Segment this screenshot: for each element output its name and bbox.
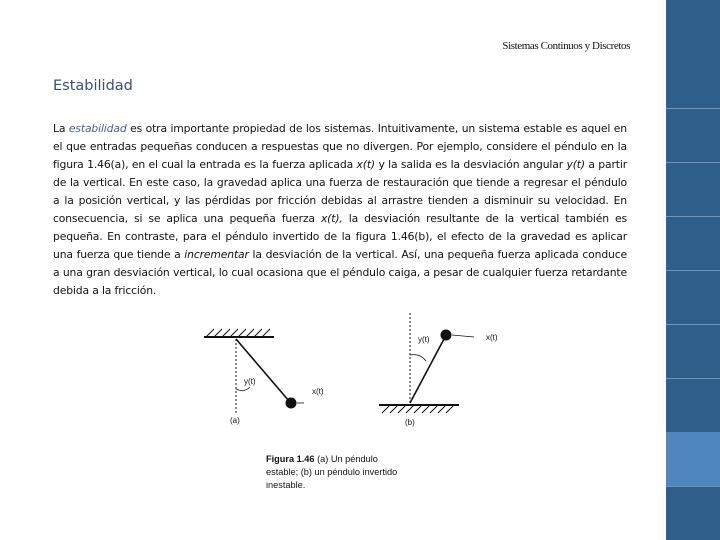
x-label-b: x(t) bbox=[486, 333, 498, 342]
decorative-sidebar bbox=[666, 0, 720, 540]
pendulum-rod bbox=[236, 339, 289, 401]
caption-number: Figura 1.46 bbox=[266, 454, 315, 464]
body-paragraph bbox=[53, 120, 627, 300]
text-run: la desviación de la vertical. Así, una pequeña fuerza aplicada conduce a una gran desviación vertical, lo cual ocasiona que el péndulo caiga, a pesar de cualquier fuerza retardante debida a la fricción. bbox=[53, 248, 627, 297]
sidebar-divider bbox=[666, 378, 720, 379]
emphasis-term: incrementar bbox=[184, 248, 249, 261]
floor-support bbox=[379, 405, 459, 413]
label-a: (a) bbox=[230, 416, 240, 425]
pendulum-bob bbox=[441, 330, 452, 341]
angle-arc bbox=[410, 355, 426, 361]
ceiling-support bbox=[204, 329, 274, 337]
sidebar-accent-block bbox=[666, 432, 720, 486]
text-run: a partir de la vertical. En este caso, la gravedad aplica una fuerza de restauración que tiende a regresar el péndulo a la posición vertical, y las pérdidas por fricción debidas al arrastre tienden a disminuir su velocidad. En consecuencia, si se aplica una pequeña fuerza bbox=[53, 158, 627, 225]
math-term: x(t) bbox=[356, 158, 375, 171]
math-term: x(t), bbox=[320, 212, 343, 225]
sidebar-divider bbox=[666, 270, 720, 271]
sidebar-divider bbox=[666, 216, 720, 217]
emphasis-term: estabilidad bbox=[68, 122, 127, 135]
x-label-a: x(t) bbox=[312, 387, 324, 396]
math-term: y(t) bbox=[566, 158, 585, 171]
y-label-b: y(t) bbox=[418, 335, 430, 344]
label-b: (b) bbox=[405, 418, 415, 427]
angle-arc bbox=[236, 387, 250, 391]
figure-pendulum bbox=[174, 297, 516, 504]
figure-caption bbox=[266, 453, 506, 492]
pendulum-bob bbox=[286, 398, 297, 409]
sidebar-divider bbox=[666, 162, 720, 163]
text-run: la desviación resultante de la vertical también es pequeña. En contraste, para el péndulo invertido de la figura 1.46(b), el efecto de la gravedad es aplicar una fuerza que tiende a bbox=[53, 212, 627, 261]
caption-text: inestable. bbox=[266, 480, 306, 490]
text-run: y la salida es la desviación angular bbox=[374, 158, 567, 171]
page-header-title: Sistemas Continuos y Discretos bbox=[502, 40, 630, 52]
text-run: es otra importante propiedad de los sistemas. Intuitivamente, un sistema estable es aquel en el que entradas pequeñas conducen a respuestas que no divergen. Por ejemplo, considere el péndulo en la figura 1.46(a), en el cual la entrada es la fuerza aplicada bbox=[53, 122, 627, 171]
sidebar-divider bbox=[666, 108, 720, 109]
sidebar-divider bbox=[666, 324, 720, 325]
caption-text: estable; (b) un péndulo invertido bbox=[266, 467, 398, 477]
text-run: La bbox=[53, 122, 69, 135]
section-title: Estabilidad bbox=[53, 78, 133, 94]
force-arrow bbox=[452, 335, 474, 337]
caption-text: (a) Un péndulo bbox=[317, 454, 378, 464]
pendulum-rod bbox=[410, 339, 444, 403]
sidebar-divider bbox=[666, 486, 720, 487]
y-label-a: y(t) bbox=[244, 377, 256, 386]
